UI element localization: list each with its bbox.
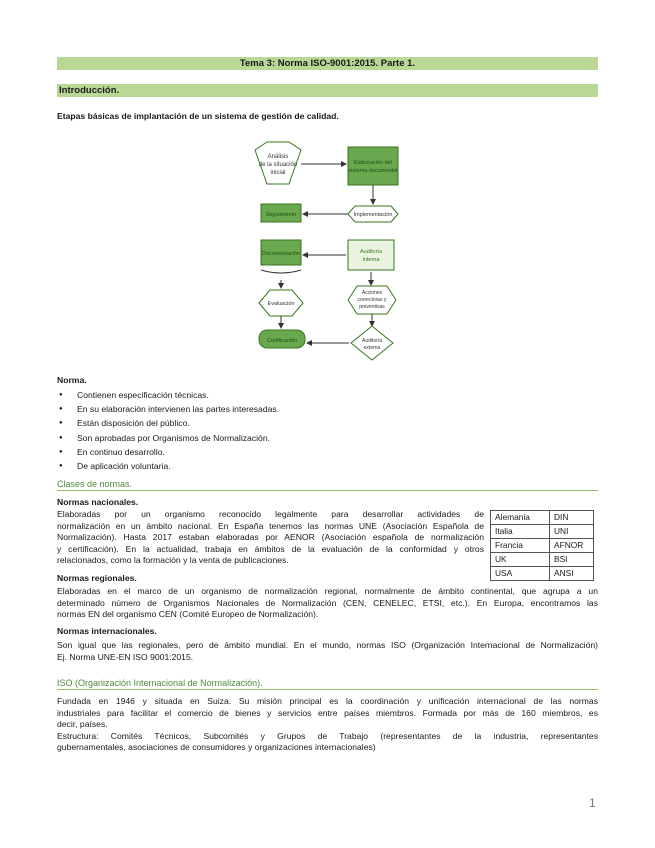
list-item: ● De aplicación voluntaria. (57, 459, 279, 473)
table-cell: USA (491, 567, 550, 581)
table-row (491, 539, 594, 553)
text-line: Son igual que las regionales, pero de ámbito mundial. En el mundo, normas ISO (Organización Internacional de Normalización) (57, 640, 598, 650)
flow-node-acciones (348, 286, 396, 314)
flow-node-implementacion (348, 206, 398, 222)
text-line: Fundada en 1946 y situada en Suiza. Su misión principal es la coordinación y unificación internacional de las normas (57, 696, 598, 706)
svg-text:Documentación: Documentación (261, 251, 301, 257)
table-row (491, 525, 594, 539)
svg-text:correctoras y: correctoras y (357, 297, 387, 303)
svg-text:Análisis: Análisis (267, 154, 289, 160)
text-line: normas EN del organismo CEN (Comité Europeo de Normalización). (57, 609, 319, 620)
svg-text:Auditoría: Auditoría (359, 249, 383, 255)
list-item: ● Están disposición del público. (57, 416, 279, 430)
page-number: 1 (589, 796, 596, 810)
intro-heading: Introducción. (57, 84, 598, 97)
table-cell: BSI (550, 553, 594, 567)
svg-text:Certificación: Certificación (266, 338, 298, 344)
text-line: gubernamentales, asociaciones de consumidores y organizaciones internacionales) (57, 742, 376, 753)
table-cell: Italia (491, 525, 550, 539)
text-line: Estructura: Comités Técnicos, Subcomités y Grupos de Trabajo (representantes de la industria, representantes (57, 730, 598, 741)
flowchart-caption: Etapas básicas de implantación de un sistema de gestión de calidad. (57, 111, 339, 121)
regionales-paragraph (57, 586, 598, 621)
internacionales-paragraph (57, 640, 598, 663)
text-line: Elaboradas en el marco de un organismo de normalización regional, normalmente de ámbito continental, que agrupa a un (57, 586, 598, 596)
svg-text:sistema documental: sistema documental (348, 168, 398, 174)
table-row (491, 553, 594, 567)
svg-text:de la situación: de la situación (258, 162, 298, 168)
standards-table (490, 510, 594, 581)
table-cell: AFNOR (550, 539, 594, 553)
section-clases: Clases de normas. (57, 478, 598, 491)
nacionales-paragraph (57, 509, 484, 567)
svg-text:interna: interna (362, 257, 380, 263)
svg-text:inicial: inicial (270, 170, 286, 176)
text-line: relacionados, como la formación y la venta de publicaciones. (57, 555, 289, 566)
table-cell: UNI (550, 525, 594, 539)
list-item: ● Contienen especificación técnicas. (57, 388, 279, 402)
flow-node-auditoria-interna (348, 240, 394, 270)
text-line: y certificación). En la actualidad, trabaja en ámbitos de la evaluación de la conformidad y otros (57, 543, 484, 554)
svg-text:Implementación: Implementación (353, 212, 393, 218)
table-cell: Alemania (491, 511, 550, 525)
table-row (491, 511, 594, 525)
flow-node-evaluacion (259, 290, 303, 316)
flowchart (245, 140, 415, 362)
flow-node-analisis (255, 142, 301, 184)
svg-text:Evaluación: Evaluación (267, 301, 295, 307)
text-line: industriales para facilitar el comercio de bienes y servicios entre países miembros. Formada por más de 160 miembros, es (57, 707, 598, 718)
text-line: decir, países. (57, 719, 108, 730)
flow-node-auditoria-externa (351, 326, 393, 360)
table-cell: Francia (491, 539, 550, 553)
flow-node-seguimiento (261, 204, 301, 222)
svg-text:Seguimiento: Seguimiento (265, 212, 297, 218)
svg-text:preventivas: preventivas (359, 304, 385, 310)
svg-text:externa: externa (363, 345, 381, 351)
table-row (491, 567, 594, 581)
text-line: Normalización). Hasta 2017 estaban elaboradas por AENOR (Asociación española de normalización (57, 532, 484, 543)
svg-text:Elaboración del: Elaboración del (354, 160, 392, 166)
flow-node-documentacion (261, 240, 301, 273)
text-line: determinado número de Organismos Nacionales de Normalización (CEN, CENELEC, ETSI, etc.). En Europa, encontramos las (57, 597, 598, 608)
document-title: Tema 3: Norma ISO-9001:2015. Parte 1. (57, 57, 598, 70)
flow-node-elaboracion (348, 147, 398, 185)
list-item: ● Son aprobadas por Organismos de Normalización. (57, 431, 279, 445)
nacionales-heading: Normas nacionales. (57, 497, 139, 507)
table-cell: UK (491, 553, 550, 567)
table-cell: ANSI (550, 567, 594, 581)
list-item: ● En continuo desarrollo. (57, 445, 279, 459)
list-item: ● En su elaboración intervienen las partes interesadas. (57, 402, 279, 416)
table-cell: DIN (550, 511, 594, 525)
flow-node-certificacion (259, 330, 305, 348)
section-iso: ISO (Organización Internacional de Normalización). (57, 677, 598, 690)
svg-text:Auditoría: Auditoría (361, 338, 383, 344)
text-line: Ej. Norma UNE-EN ISO 9001:2015. (57, 651, 194, 662)
internacionales-heading: Normas internacionales. (57, 626, 157, 636)
svg-text:Acciones: Acciones (361, 290, 383, 296)
iso-paragraph (57, 696, 598, 754)
norma-list (57, 388, 279, 473)
text-line: normalización en un ámbito nacional. En España tenemos las normas UNE (Asociación Española de (57, 520, 484, 531)
text-line: Elaboradas por un organismo reconocido legalmente para desarrollar actividades de (57, 509, 484, 519)
regionales-heading: Normas regionales. (57, 573, 137, 583)
norma-heading: Norma. (57, 375, 87, 385)
